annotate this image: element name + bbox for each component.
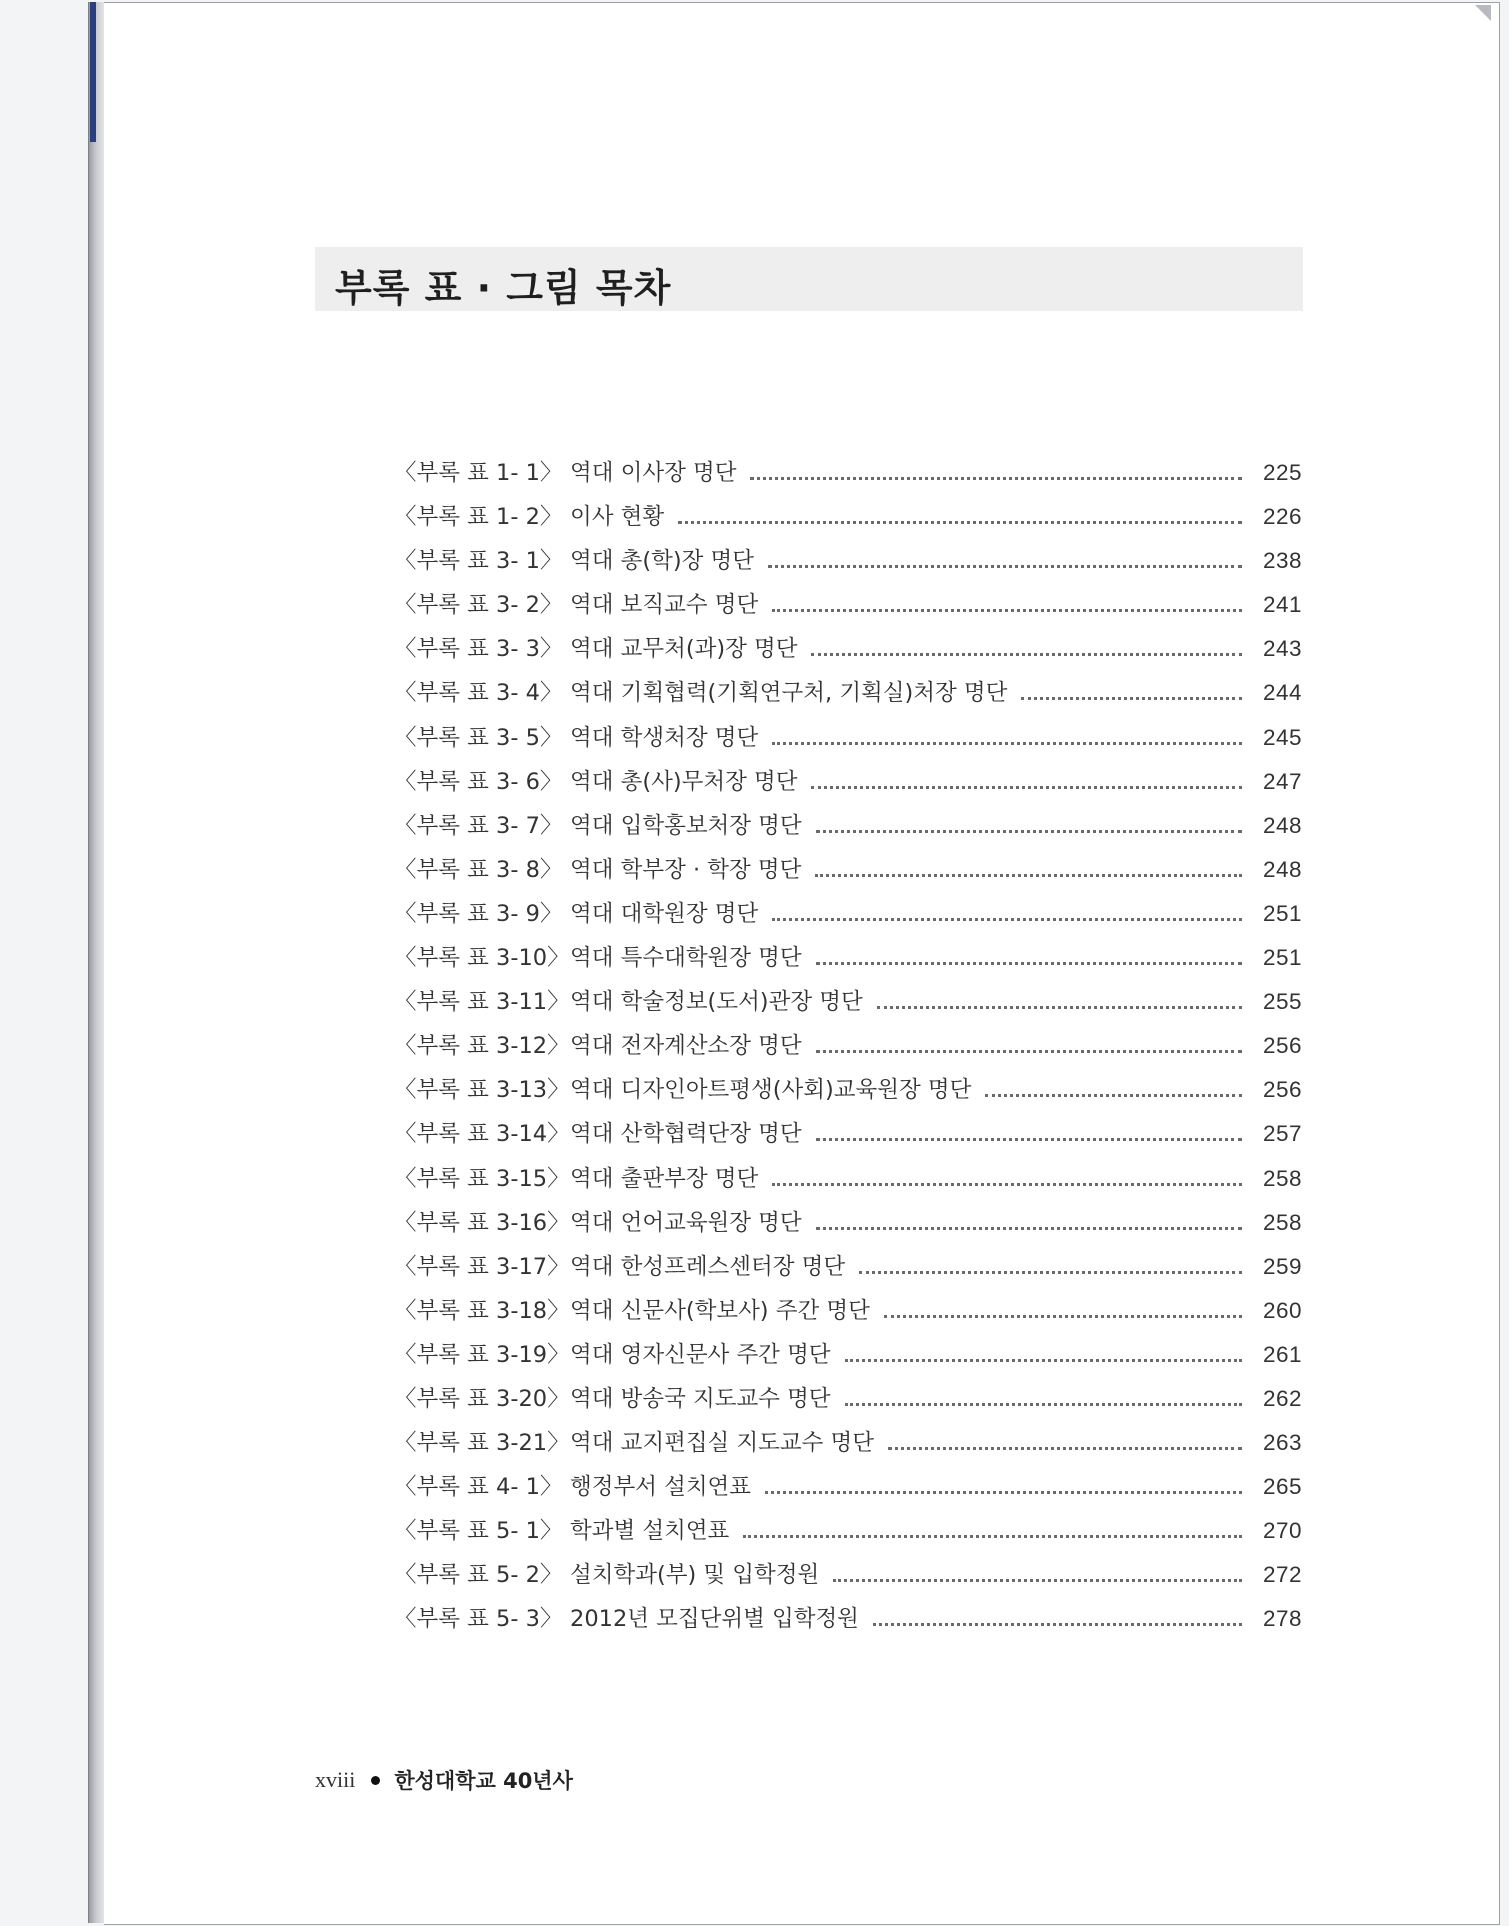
toc-entry[interactable] [394, 1381, 1302, 1425]
dot-leader [816, 1050, 1242, 1053]
toc-entry[interactable] [394, 1028, 1302, 1072]
toc-entry-page-number: 251 [1262, 900, 1302, 926]
title-band [315, 247, 1303, 311]
toc-entry-title: 역대 한성프레스센터장 명단 [570, 1253, 846, 1280]
toc-entry-title: 역대 교무처(과)장 명단 [570, 636, 798, 663]
toc-entry-title: 이사 현황 [570, 504, 665, 531]
dot-leader [859, 1271, 1242, 1274]
toc-entry-label: 〈부록 표 4- 1〉 [394, 1474, 563, 1501]
dot-leader [768, 565, 1242, 568]
toc-entry-title: 역대 학생처장 명단 [570, 724, 759, 751]
toc-entry[interactable] [394, 543, 1302, 587]
toc-entry-label: 〈부록 표 3-11〉 [394, 989, 570, 1016]
dot-leader [772, 918, 1242, 921]
dot-leader [811, 786, 1242, 789]
toc-entry[interactable] [394, 1513, 1302, 1557]
toc-entry-label: 〈부록 표 3- 3〉 [394, 636, 563, 663]
toc-entry-label: 〈부록 표 3-16〉 [394, 1209, 570, 1236]
dot-leader [811, 653, 1242, 656]
toc-entry-title: 역대 보직교수 명단 [570, 592, 759, 619]
toc-entry-page-number: 270 [1262, 1518, 1302, 1544]
dot-leader [1021, 697, 1242, 700]
toc-entry-page-number: 278 [1262, 1606, 1302, 1632]
dot-leader [888, 1447, 1242, 1450]
toc-entry[interactable] [394, 720, 1302, 764]
dot-leader [985, 1094, 1242, 1097]
dot-leader [678, 521, 1242, 524]
toc-entry[interactable] [394, 1557, 1302, 1601]
book-title: 한성대학교 40년사 [394, 1769, 573, 1793]
toc-entry-title: 역대 총(사)무처장 명단 [570, 768, 798, 795]
toc-entry-page-number: 259 [1262, 1253, 1302, 1279]
toc-entry[interactable] [394, 455, 1302, 499]
dot-leader [873, 1623, 1242, 1626]
dot-leader [743, 1535, 1242, 1538]
toc-entry-label: 〈부록 표 3-20〉 [394, 1385, 570, 1412]
toc-entry-label: 〈부록 표 1- 1〉 [394, 460, 563, 486]
toc-entry-title: 역대 방송국 지도교수 명단 [570, 1385, 831, 1412]
dot-leader [815, 874, 1242, 877]
toc-entry-page-number: 255 [1262, 989, 1302, 1015]
toc-entry[interactable] [394, 852, 1302, 896]
toc-entry-page-number: 243 [1262, 636, 1302, 662]
toc-entry[interactable] [394, 1337, 1302, 1381]
toc-entry-page-number: 256 [1262, 1077, 1302, 1103]
toc-entry-label: 〈부록 표 3- 1〉 [394, 548, 563, 575]
toc-entry-page-number: 256 [1262, 1033, 1302, 1059]
toc-entry-title: 역대 영자신문사 주간 명단 [570, 1341, 831, 1368]
toc-entry-label: 〈부록 표 3- 9〉 [394, 900, 563, 927]
toc-entry-title: 역대 특수대학원장 명단 [570, 945, 802, 972]
toc-entry-label: 〈부록 표 3-21〉 [394, 1430, 570, 1457]
toc-entry[interactable] [394, 1116, 1302, 1160]
toc-entry-label: 〈부록 표 3-10〉 [394, 945, 570, 972]
dot-leader [816, 962, 1242, 965]
dot-leader [833, 1579, 1242, 1582]
toc-entry-label: 〈부록 표 3-18〉 [394, 1297, 570, 1324]
toc-entry-title: 2012년 모집단위별 입학정원 [570, 1606, 859, 1633]
toc-entry-page-number: 272 [1262, 1562, 1302, 1588]
dot-leader [772, 1183, 1242, 1186]
toc-entry[interactable] [394, 808, 1302, 852]
page-title: 부록 표 · 그림 목차 [335, 266, 672, 310]
dot-leader [816, 1227, 1242, 1230]
toc-entry-page-number: 248 [1262, 856, 1302, 882]
toc-entry-title: 역대 기획협력(기획연구처, 기획실)처장 명단 [570, 680, 1008, 707]
toc-entry[interactable] [394, 1205, 1302, 1249]
toc-entry-page-number: 260 [1262, 1297, 1302, 1323]
toc-entry-label: 〈부록 표 3-19〉 [394, 1341, 570, 1368]
toc-entry-title: 역대 교지편집실 지도교수 명단 [570, 1430, 875, 1457]
toc-entry-title: 학과별 설치연표 [570, 1518, 730, 1545]
toc-entry-title: 역대 신문사(학보사) 주간 명단 [570, 1297, 870, 1324]
toc-entry[interactable] [394, 675, 1302, 719]
toc-entry-page-number: 245 [1262, 724, 1302, 750]
dot-leader [845, 1359, 1242, 1362]
dot-leader [816, 830, 1242, 833]
toc-entry-page-number: 244 [1262, 680, 1302, 706]
page-footer [315, 1765, 573, 1795]
toc-entry-title: 역대 총(학)장 명단 [570, 548, 755, 575]
toc-entry-title: 역대 학술정보(도서)관장 명단 [570, 989, 863, 1016]
toc-entry[interactable] [394, 940, 1302, 984]
toc-entry-title: 역대 언어교육원장 명단 [570, 1209, 802, 1236]
toc-entry-page-number: 251 [1262, 945, 1302, 971]
toc-entry-page-number: 226 [1262, 504, 1302, 530]
toc-entry-page-number: 261 [1262, 1341, 1302, 1367]
toc-entry-page-number: 225 [1262, 460, 1302, 485]
toc-entry-page-number: 263 [1262, 1430, 1302, 1456]
toc-entry-label: 〈부록 표 5- 2〉 [394, 1562, 563, 1589]
toc-entry[interactable] [394, 896, 1302, 940]
toc-entry-label: 〈부록 표 3- 6〉 [394, 768, 563, 795]
page-number-folio: xviii [315, 1767, 356, 1792]
toc-entry-label: 〈부록 표 3- 2〉 [394, 592, 563, 619]
toc-entry-label: 〈부록 표 3- 4〉 [394, 680, 563, 707]
dot-leader [750, 477, 1242, 480]
toc-entry-page-number: 262 [1262, 1385, 1302, 1411]
document-page [104, 2, 1500, 1925]
toc-entry[interactable] [394, 1469, 1302, 1513]
toc-entry-label: 〈부록 표 5- 1〉 [394, 1518, 563, 1545]
toc-entry[interactable] [394, 1601, 1302, 1645]
toc-entry-label: 〈부록 표 5- 3〉 [394, 1606, 563, 1633]
toc-entry[interactable] [394, 1293, 1302, 1337]
dot-leader [772, 742, 1242, 745]
toc-entry-title: 역대 출판부장 명단 [570, 1165, 759, 1192]
toc-entry[interactable] [394, 587, 1302, 631]
bullet-icon [371, 1776, 380, 1785]
toc-entry[interactable] [394, 1425, 1302, 1469]
toc-entry-label: 〈부록 표 3-12〉 [394, 1033, 570, 1060]
toc-entry-page-number: 258 [1262, 1165, 1302, 1191]
toc-entry-page-number: 257 [1262, 1121, 1302, 1147]
toc-entry-title: 역대 전자계산소장 명단 [570, 1033, 802, 1060]
toc-entry-page-number: 258 [1262, 1209, 1302, 1235]
page-corner-fold [1475, 5, 1491, 21]
toc-entry[interactable] [394, 1161, 1302, 1205]
toc-entry[interactable] [394, 499, 1302, 543]
toc-entry-page-number: 247 [1262, 768, 1302, 794]
toc-entry[interactable] [394, 984, 1302, 1028]
table-of-contents-list [394, 455, 1302, 1646]
toc-entry-label: 〈부록 표 3-17〉 [394, 1253, 570, 1280]
toc-entry-label: 〈부록 표 3- 7〉 [394, 812, 563, 839]
dot-leader [877, 1006, 1242, 1009]
dot-leader [765, 1491, 1242, 1494]
toc-entry-title: 역대 산학협력단장 명단 [570, 1121, 802, 1148]
toc-entry-title: 역대 디자인아트평생(사회)교육원장 명단 [570, 1077, 972, 1104]
toc-entry-title: 설치학과(부) 및 입학정원 [570, 1562, 820, 1589]
toc-entry-label: 〈부록 표 3-15〉 [394, 1165, 570, 1192]
toc-entry-title: 역대 입학홍보처장 명단 [570, 812, 802, 839]
toc-entry-label: 〈부록 표 3-14〉 [394, 1121, 570, 1148]
toc-entry-label: 〈부록 표 3-13〉 [394, 1077, 570, 1104]
toc-entry-label: 〈부록 표 1- 2〉 [394, 504, 563, 531]
toc-entry-label: 〈부록 표 3- 8〉 [394, 856, 563, 883]
toc-entry-title: 역대 이사장 명단 [570, 460, 737, 486]
toc-entry-title: 역대 학부장 · 학장 명단 [570, 856, 802, 883]
toc-entry-title: 행정부서 설치연표 [570, 1474, 752, 1501]
toc-entry[interactable] [394, 764, 1302, 808]
toc-entry-page-number: 241 [1262, 592, 1302, 618]
dot-leader [816, 1138, 1242, 1141]
toc-entry[interactable] [394, 631, 1302, 675]
toc-entry-page-number: 248 [1262, 812, 1302, 838]
toc-entry-page-number: 238 [1262, 548, 1302, 574]
dot-leader [884, 1315, 1242, 1318]
dot-leader [845, 1403, 1242, 1406]
toc-entry-title: 역대 대학원장 명단 [570, 900, 759, 927]
toc-entry-label: 〈부록 표 3- 5〉 [394, 724, 563, 751]
dot-leader [772, 609, 1242, 612]
toc-entry[interactable] [394, 1072, 1302, 1116]
toc-entry[interactable] [394, 1249, 1302, 1293]
spine-accent-strip [90, 2, 96, 142]
toc-entry-page-number: 265 [1262, 1474, 1302, 1500]
